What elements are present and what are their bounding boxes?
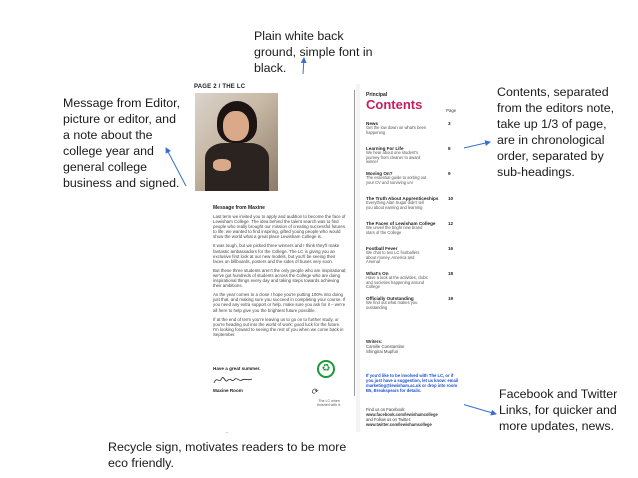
contents-item: Football Fever We chat to two LC footballers about money, America and Arsenal 16 (366, 246, 454, 265)
contents-item: Officially Outstanding We find out what makes you outstanding 19 (366, 296, 454, 310)
editor-message-title: Message from Maxine (213, 205, 265, 211)
contents-item: Moving On? The essential guide to sorting out your CV and surviving uni 9 (366, 171, 451, 185)
annotation-style: Plain white back ground, simple font in black. (254, 29, 373, 75)
editor-message-body (213, 214, 347, 341)
contents-item: What's On Have a look at the activities, clubs and societies happening around College 18 (366, 271, 454, 290)
contents-list (366, 121, 461, 321)
page-fold (356, 84, 360, 432)
recycle-caption: The LC when finished with it. (317, 399, 341, 407)
message-paragraph: But these three students aren't the only people who are inspirational; we've got hundreds of students across the College who are doing inspirational things every day and taking steps towards achieving their ambitions. (213, 267, 347, 289)
contents-page-label: Page (446, 108, 457, 113)
recycle-icon: ♻ (317, 360, 335, 378)
writers-credit: Writers: Camille Constantine Shingirai Mupfuri (366, 339, 405, 354)
twitter-link[interactable]: www.twitter.com/lewishamcollege (366, 421, 432, 427)
involvement-callout: If you'd like to be involved with The LC, or if you just have a suggestion, let us know: email marketing@lewisham.ac.uk or drop into room B5, Breakspears for details. (366, 373, 459, 393)
page-header: PAGE 2 / THE LC (194, 84, 246, 90)
annotation-social: Facebook and Twitter Links, for quicker and more updates, news. (499, 387, 618, 433)
message-paragraph: Last term we invited you to apply and audition to become the face of Lewisham College. The idea behind the talent search was to find people who really brought our mission of creating successful futures to life: we wanted to find inspiring, gifted young people who would show the world what a great place Lewisham College is. (213, 214, 346, 240)
magazine-page (194, 84, 464, 432)
contents-item: The Truth About Apprenticeships Everything Alan Sugar didn't tell you about earning and learning 10 (366, 196, 454, 210)
message-paragraph: It was tough, but we picked three winners and I think they'll make fantastic ambassadors for the College. The LC is giving you an exclusive first look at our new models, but you'll be seeing their faces on billboards, posters and the sides of buses very soon. (213, 243, 340, 264)
editor-photo (195, 93, 278, 191)
contents-item: The Faces of Lewisham College We unveil the bright new brand stars of the College 12 (366, 221, 454, 235)
contents-title: Contents (366, 97, 423, 112)
recycle-logo: ⟳ (311, 387, 318, 396)
annotation-recycle: Recycle sign, motivates readers to be more eco friendly. (108, 440, 347, 470)
contents-column (366, 92, 461, 427)
contents-item: Learning For Life We hear about one student's journey from cleaner to award winner 8 (366, 146, 451, 165)
contents-kicker: Principal (366, 92, 388, 98)
signer-name: Maxine Room (213, 388, 243, 393)
message-paragraph: If at the end of term you're leaving us to go on to further study, or you're heading out into the world of work: good luck for the future. I'm looking forward to seeing the rest of you when we come back in September. (213, 316, 344, 337)
column-divider (354, 90, 355, 396)
sign-off: Have a great summer. (213, 366, 261, 371)
message-paragraph: As the year comes to a close I hope you're putting 100% into doing just that, and making sure you succeed in completing your course. If you need any extra support or help, make sure you ask for it – we're all here to help give you the brightest future possible. (213, 292, 346, 313)
annotation-editor: Message from Editor, picture or editor, and a note about the college year and general college business and signed. (63, 96, 181, 190)
editor-signature (213, 374, 253, 386)
contents-item: News Get the low down on what's been happening 3 (366, 121, 451, 135)
annotation-contents: Contents, separated from the editors note, take up 1/3 of page, are in chronological order, separated by sub-headings. (497, 85, 615, 179)
facebook-link[interactable]: www.facebook.com/lewishamcollege (366, 411, 438, 417)
arrow-social (462, 404, 496, 414)
social-links: Find us on Facebook: www.facebook.com/lewishamcollege and Follow us on Twitter: www.twitter.com/lewishamcollege (366, 408, 461, 428)
